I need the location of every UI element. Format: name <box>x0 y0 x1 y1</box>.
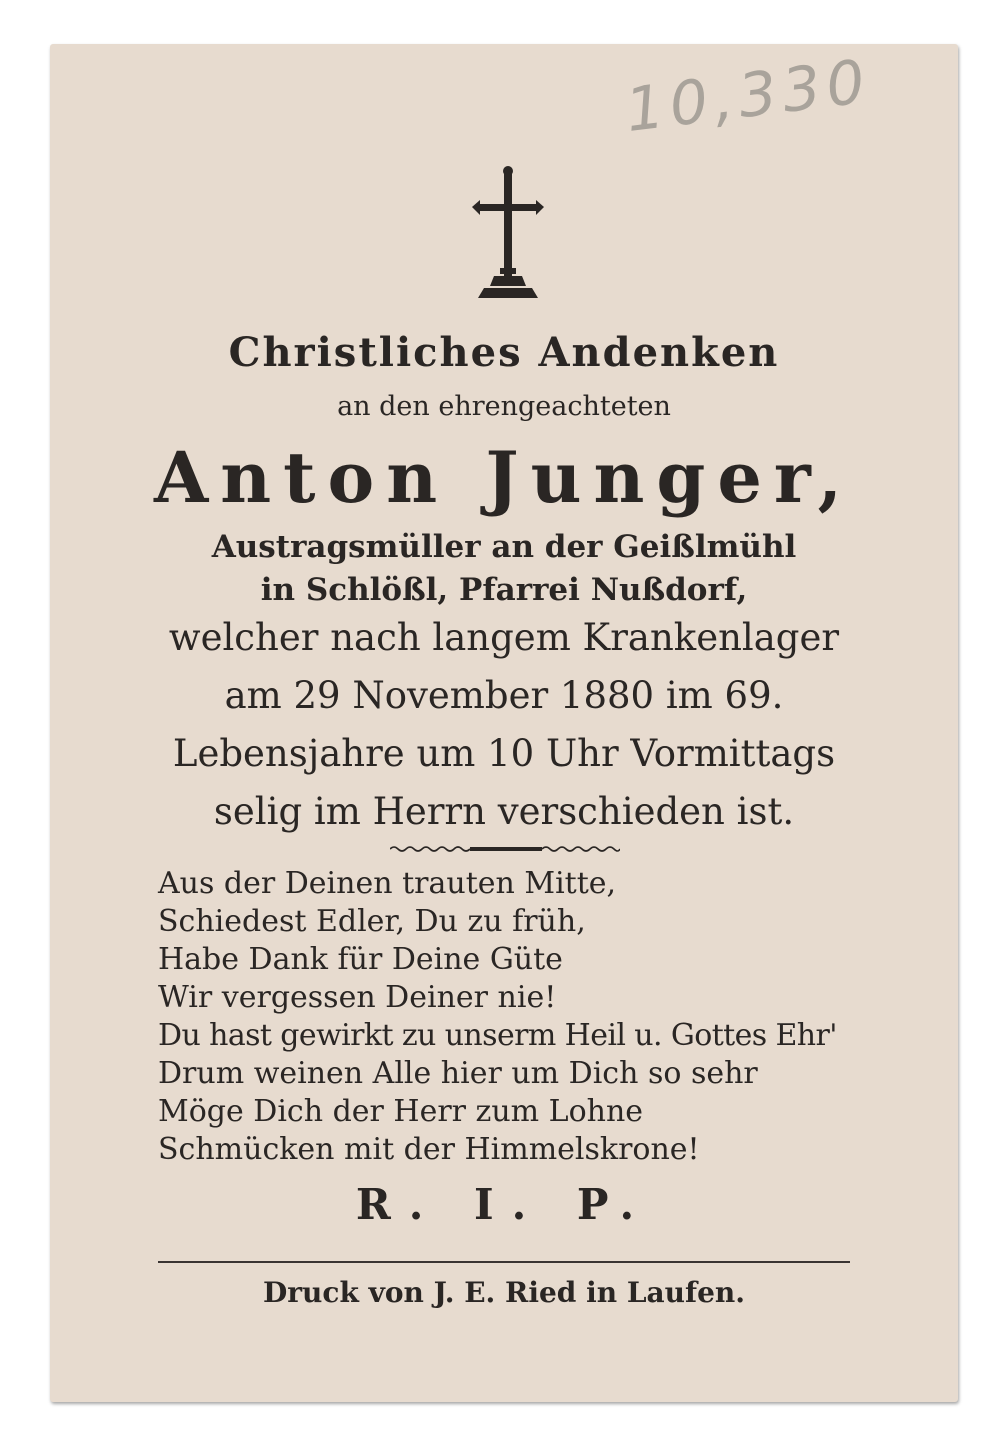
handwritten-number: 10,330 <box>621 46 875 147</box>
occupation-line-1: Austragsmüller an der Geißlmühl <box>211 529 797 565</box>
verse-line: Schmücken mit der Himmelskrone! <box>158 1132 700 1167</box>
body-line: welcher nach langem Krankenlager <box>168 616 840 659</box>
ornament-divider <box>390 842 620 856</box>
verse-line: Möge Dich der Herr zum Lohne <box>158 1094 644 1129</box>
printer-imprint: Druck von J. E. Ried in Laufen. <box>263 1276 745 1309</box>
body-line: am 29 November 1880 im 69. <box>224 674 784 717</box>
occupation-line-2: in Schlößl, Pfarrei Nußdorf, <box>260 572 748 608</box>
verse-line: Drum weinen Alle hier um Dich so sehr <box>158 1056 758 1091</box>
verse-line: Aus der Deinen trauten Mitte, <box>158 866 617 901</box>
divider-rule <box>158 1261 850 1263</box>
body-line: Lebensjahre um 10 Uhr Vormittags <box>172 732 836 775</box>
verse-line: Du hast gewirkt zu unserm Heil u. Gottes Ehr' <box>158 1018 837 1053</box>
card-subheading: an den ehrengeachteten <box>337 391 671 422</box>
memorial-card <box>50 44 958 1402</box>
cross-icon <box>470 164 546 300</box>
card-heading: Christliches Andenken <box>228 329 780 376</box>
verse-line: Habe Dank für Deine Güte <box>158 942 563 977</box>
rip-closing: R. I. P. <box>355 1180 653 1229</box>
verse-line: Schiedest Edler, Du zu früh, <box>158 904 586 939</box>
body-line: selig im Herrn verschieden ist. <box>213 790 795 833</box>
verse-line: Wir vergessen Deiner nie! <box>158 980 557 1015</box>
deceased-name: Anton Junger, <box>153 436 855 519</box>
